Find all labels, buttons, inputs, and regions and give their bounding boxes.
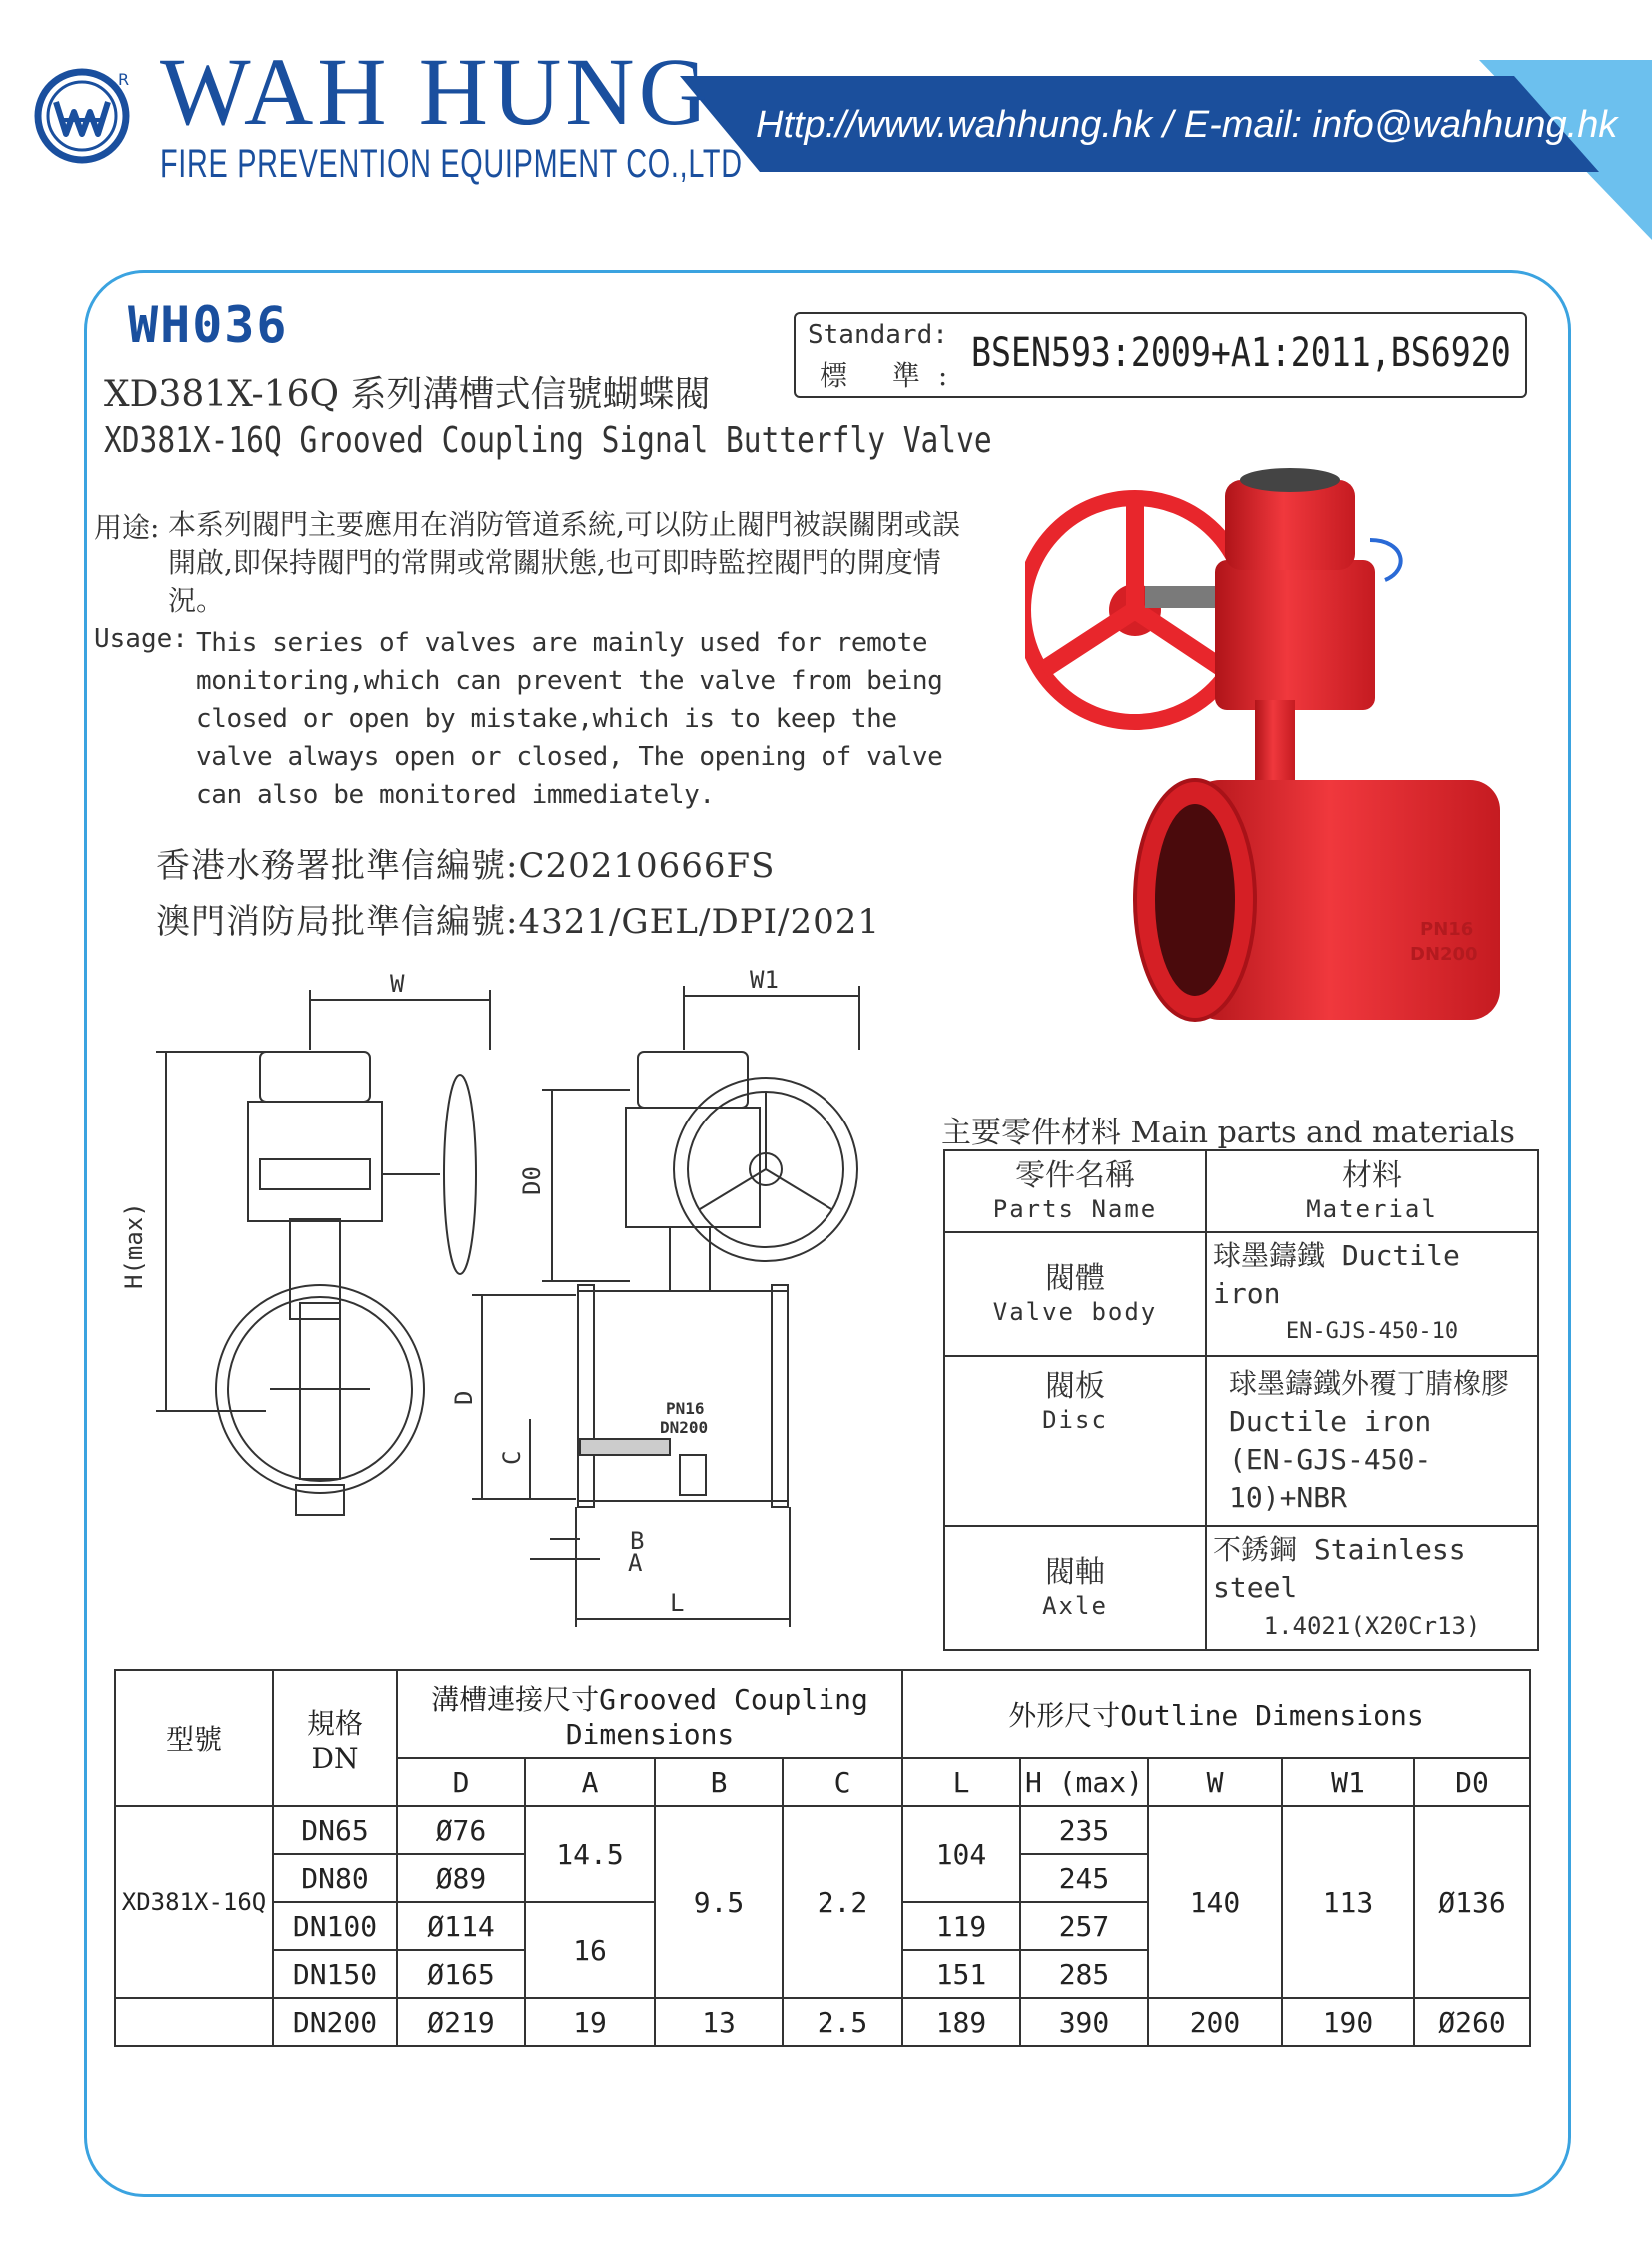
size-cell: DN200 <box>273 1998 397 2046</box>
dimension-table <box>114 1669 1531 2047</box>
col-size-header <box>273 1670 397 1806</box>
standard-label-en: Standard: <box>808 320 948 350</box>
photo-marking-1: PN16 <box>1420 919 1474 940</box>
part-name-en: Valve body <box>992 1298 1158 1326</box>
part-material <box>1206 1526 1538 1650</box>
h-cell: 390 <box>1020 1998 1148 2046</box>
usage-label-cn: 用途: <box>94 511 160 544</box>
size-cell: DN80 <box>273 1854 397 1902</box>
product-photo <box>1025 440 1525 1070</box>
approval-macau: 澳門消防局批準信編號:4321/GEL/DPI/2021 <box>156 902 880 942</box>
parts-table <box>943 1149 1539 1651</box>
part-material <box>1206 1356 1538 1526</box>
material-line: 球墨鑄鐵 Ductile iron <box>1213 1239 1460 1310</box>
part-name <box>944 1356 1206 1526</box>
col-size-cn: 規格 <box>306 1706 363 1740</box>
parts-header-material-cn: 材料 <box>1342 1158 1402 1193</box>
col-model-header: 型號 <box>115 1670 273 1806</box>
standard-label-cn: 標 準: <box>820 359 966 392</box>
brand-name: WAH HUNG <box>160 38 712 145</box>
dim-label-w1: W1 <box>750 966 779 994</box>
col-a-header: A <box>525 1758 655 1806</box>
technical-drawing <box>100 960 919 1639</box>
dim-label-c: C <box>498 1450 526 1465</box>
registered-mark: R <box>118 70 130 89</box>
dim-label-l: L <box>670 1589 685 1617</box>
parts-header-material-en: Material <box>1306 1195 1438 1223</box>
col-h-header: H (max) <box>1020 1758 1148 1806</box>
w-cell: 140 <box>1148 1806 1282 1998</box>
parts-header-name <box>944 1150 1206 1232</box>
material-line: EN-GJS-450-10 <box>1285 1319 1459 1344</box>
l-cell: 104 <box>902 1806 1020 1902</box>
dim-label-a: A <box>628 1549 643 1577</box>
usage-text-en: This series of valves are mainly used for remote monitoring,which can prevent the valve from being closed or open by mistake,which is to keep the valve always open or closed, The opening of valve can also be monitored immediately. <box>196 628 943 810</box>
parts-title: 主要零件材料 Main parts and materials <box>941 1116 1515 1150</box>
col-size-en: DN <box>311 1741 359 1775</box>
size-cell: DN150 <box>273 1950 397 1998</box>
a-cell: 14.5 <box>525 1806 655 1902</box>
drawing-marking-2: DN200 <box>660 1418 709 1437</box>
material-line: (EN-GJS-450-10)+NBR <box>1229 1443 1432 1514</box>
h-cell: 235 <box>1020 1806 1148 1854</box>
model-cell: XD381X-16Q <box>115 1806 273 1998</box>
part-name-en: Axle <box>1042 1592 1108 1620</box>
h-cell: 245 <box>1020 1854 1148 1902</box>
size-cell: DN100 <box>273 1902 397 1950</box>
front-view <box>120 970 490 1515</box>
drawing-marking-1: PN16 <box>666 1399 705 1418</box>
w1-cell: 113 <box>1282 1806 1414 1998</box>
col-d0-header: D0 <box>1414 1758 1530 1806</box>
d-cell: Ø219 <box>397 1998 525 2046</box>
part-name <box>944 1526 1206 1650</box>
part-name <box>944 1232 1206 1356</box>
dim-label-d: D <box>450 1390 478 1405</box>
a-cell: 16 <box>525 1902 655 1998</box>
col-c-header: C <box>783 1758 902 1806</box>
material-line: 1.4021(X20Cr13) <box>1263 1612 1481 1640</box>
d-cell: Ø165 <box>397 1950 525 1998</box>
brand-subtitle: FIRE PREVENTION EQUIPMENT CO.,LTD <box>160 142 743 186</box>
model-cell-empty <box>115 1998 273 2046</box>
side-view <box>450 966 859 1627</box>
product-title-cn: XD381X-16Q 系列溝槽式信號蝴蝶閥 <box>104 374 711 415</box>
w-cell: 200 <box>1148 1998 1282 2046</box>
col-w-header: W <box>1148 1758 1282 1806</box>
product-title-en: XD381X-16Q Grooved Coupling Signal Butterfly Valve <box>104 420 992 461</box>
col-d-header: D <box>397 1758 525 1806</box>
handwheel <box>1025 498 1247 722</box>
signal-box <box>1225 480 1355 570</box>
parts-header-row <box>944 1150 1538 1232</box>
h-cell: 285 <box>1020 1950 1148 1998</box>
col-b-header: B <box>655 1758 783 1806</box>
part-name-cn: 閥板 <box>1045 1369 1105 1404</box>
dim-label-b: B <box>630 1527 645 1555</box>
part-name-en: Disc <box>1042 1406 1108 1434</box>
standard-value: BSEN593:2009+A1:2011,BS6920 <box>971 330 1511 376</box>
l-cell: 151 <box>902 1950 1020 1998</box>
a-cell: 19 <box>525 1998 655 2046</box>
b-cell: 13 <box>655 1998 783 2046</box>
c-cell: 2.2 <box>783 1806 902 1998</box>
part-material <box>1206 1232 1538 1356</box>
part-name-cn: 閥軸 <box>1045 1555 1105 1590</box>
parts-header-name-cn: 零件名稱 <box>1015 1158 1135 1193</box>
material-line: 不銹鋼 Stainless steel <box>1213 1533 1466 1604</box>
d0-cell: Ø260 <box>1414 1998 1530 2046</box>
h-cell: 257 <box>1020 1902 1148 1950</box>
b-cell: 9.5 <box>655 1806 783 1998</box>
col-l-header: L <box>902 1758 1020 1806</box>
c-cell: 2.5 <box>783 1998 902 2046</box>
material-line: Ductile iron <box>1229 1405 1432 1438</box>
material-line: 球墨鑄鐵外覆丁腈橡膠 <box>1229 1367 1510 1400</box>
dim-label-w: W <box>390 970 405 998</box>
d-cell: Ø89 <box>397 1854 525 1902</box>
photo-marking-2: DN200 <box>1410 944 1478 965</box>
contact-info[interactable]: Http://www.wahhung.hk / E-mail: info@wahhung.hk <box>756 104 1618 146</box>
l-cell: 119 <box>902 1902 1020 1950</box>
d-cell: Ø76 <box>397 1806 525 1854</box>
d-cell: Ø114 <box>397 1902 525 1950</box>
dim-label-h: H(max) <box>120 1202 148 1289</box>
parts-row <box>944 1356 1538 1526</box>
parts-header-name-en: Parts Name <box>992 1195 1158 1223</box>
valve-bore <box>1155 804 1235 996</box>
l-cell: 189 <box>902 1998 1020 2046</box>
approval-hk: 香港水務署批準信編號:C20210666FS <box>156 846 776 886</box>
gearbox <box>1215 560 1375 710</box>
parts-row <box>944 1526 1538 1650</box>
col-w1-header: W1 <box>1282 1758 1414 1806</box>
w1-cell: 190 <box>1282 1998 1414 2046</box>
model-code: WH036 <box>128 296 289 354</box>
dim-label-d0: D0 <box>518 1166 546 1195</box>
dim-header-row <box>115 1670 1530 1758</box>
group-outline-header: 外形尺寸Outline Dimensions <box>902 1670 1530 1758</box>
parts-row <box>944 1232 1538 1356</box>
company-logo <box>34 68 130 164</box>
table-row <box>115 1806 1530 1854</box>
signal-box-cap <box>1240 468 1340 492</box>
group-groove-header: 溝槽連接尺寸Grooved Coupling Dimensions <box>397 1670 902 1758</box>
table-row <box>115 1998 1530 2046</box>
usage-text-cn: 本系列閥門主要應用在消防管道系統,可以防止閥門被誤關閉或誤開啟,即保持閥門的常開或常關狀態,也可即時監控閥門的開度情況。 <box>168 508 960 617</box>
parts-header-material <box>1206 1150 1538 1232</box>
d0-cell: Ø136 <box>1414 1806 1530 1998</box>
usage-label-en: Usage: <box>94 624 188 654</box>
size-cell: DN65 <box>273 1806 397 1854</box>
part-name-cn: 閥體 <box>1045 1261 1105 1296</box>
